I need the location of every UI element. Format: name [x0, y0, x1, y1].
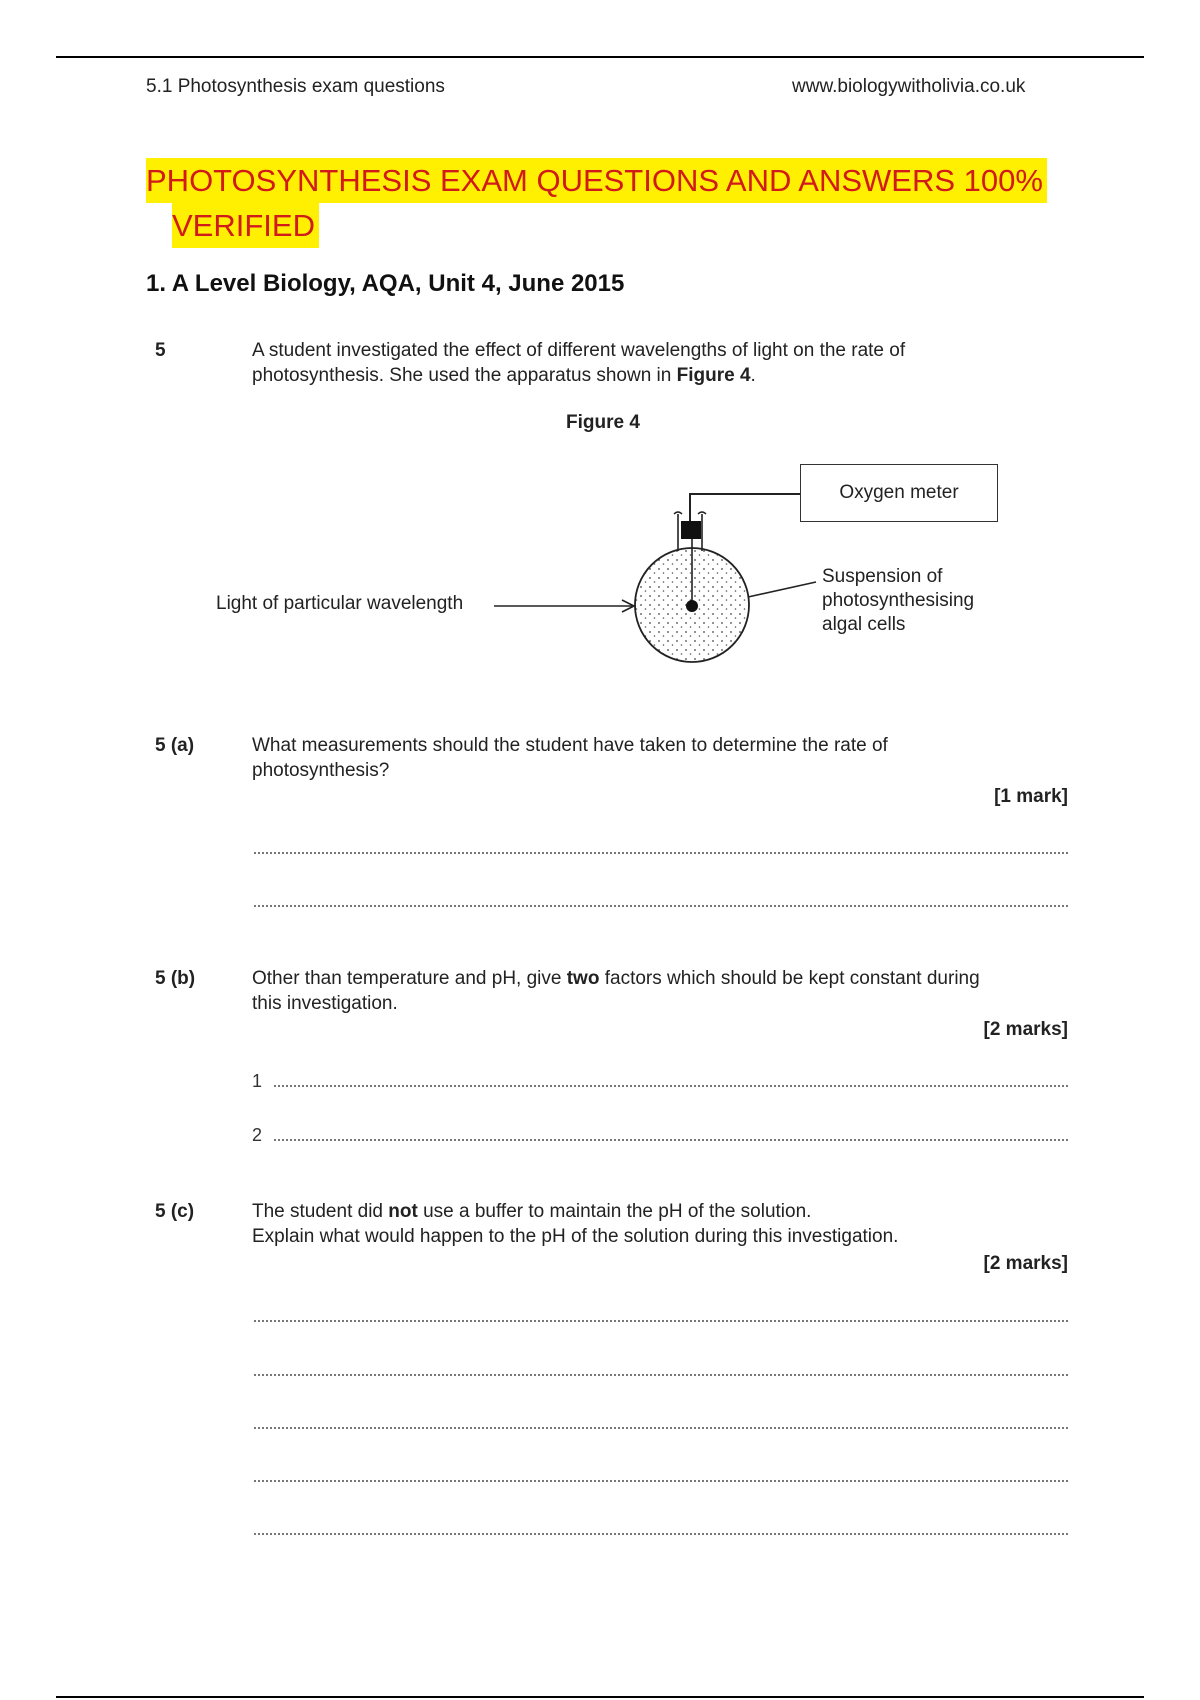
part-b-marks: [2 marks] [983, 1019, 1068, 1040]
answer-number-1: 1 [252, 1071, 263, 1091]
part-a-text [252, 733, 1072, 783]
footer-rule [56, 1696, 1144, 1698]
suspension-pointer [748, 582, 816, 597]
suspension-label [822, 565, 974, 637]
answer-line[interactable] [254, 1533, 1068, 1535]
suspension-label-line-1: Suspension of [822, 566, 943, 587]
question-number: 5 [155, 340, 166, 361]
part-b-text-a: Other than temperature and pH, give [252, 968, 567, 989]
part-a-text-line-1: What measurements should the student have taken to determine the rate of [252, 735, 888, 756]
answer-line[interactable] [254, 1480, 1068, 1482]
suspension-label-line-3: algal cells [822, 614, 906, 635]
title-line-2: VERIFIED [172, 203, 319, 248]
oxygen-meter-box: Oxygen meter [800, 464, 998, 522]
stopper [681, 521, 701, 539]
answer-number-2: 2 [252, 1125, 263, 1145]
figure-title: Figure 4 [566, 412, 640, 433]
answer-line[interactable] [254, 905, 1068, 907]
suspension-label-line-2: photosynthesising [822, 590, 975, 611]
part-a-text-line-2: photosynthesis? [252, 760, 390, 781]
part-b-text [252, 966, 1072, 1016]
part-c-text-c: use a buffer to maintain the pH of the solution. [417, 1201, 812, 1222]
question-text-line-1: A student investigated the effect of different wavelengths of light on the rate of [252, 340, 906, 361]
answer-line[interactable] [254, 1427, 1068, 1429]
part-a-number: 5 (a) [155, 735, 195, 756]
light-label: Light of particular wavelength [216, 593, 464, 614]
part-a-marks: [1 mark] [994, 786, 1068, 807]
meter-wire [690, 494, 800, 526]
section-heading: 1. A Level Biology, AQA, Unit 4, June 2015 [146, 270, 625, 297]
probe-tip [686, 600, 698, 612]
part-b-number: 5 (b) [155, 968, 196, 989]
answer-line-2[interactable] [274, 1139, 1068, 1141]
answer-line[interactable] [254, 1320, 1068, 1322]
part-c-text [252, 1199, 1072, 1249]
title-line-1: PHOTOSYNTHESIS EXAM QUESTIONS AND ANSWERS 100% [146, 158, 1047, 203]
part-b-emphasis: two [566, 968, 600, 989]
figure-ref: Figure 4 [676, 365, 751, 386]
answer-line[interactable] [254, 852, 1068, 854]
part-b-text-line-2: this investigation. [252, 993, 398, 1014]
part-c-marks: [2 marks] [983, 1253, 1068, 1274]
header-left: 5.1 Photosynthesis exam questions [146, 76, 445, 97]
part-b-text-c: factors which should be kept constant during [599, 968, 980, 989]
question-text-line-2c: . [750, 365, 756, 386]
part-c-text-line-2: Explain what would happen to the pH of the solution during this investigation. [252, 1226, 899, 1247]
part-c-number: 5 (c) [155, 1201, 195, 1222]
part-c-text-a: The student did [252, 1201, 389, 1222]
answer-line-1[interactable] [274, 1085, 1068, 1087]
question-text-line-2a: photosynthesis. She used the apparatus shown in [252, 365, 677, 386]
part-c-emphasis: not [388, 1201, 418, 1222]
header-right: www.biologywitholivia.co.uk [792, 76, 1026, 97]
answer-line[interactable] [254, 1374, 1068, 1376]
